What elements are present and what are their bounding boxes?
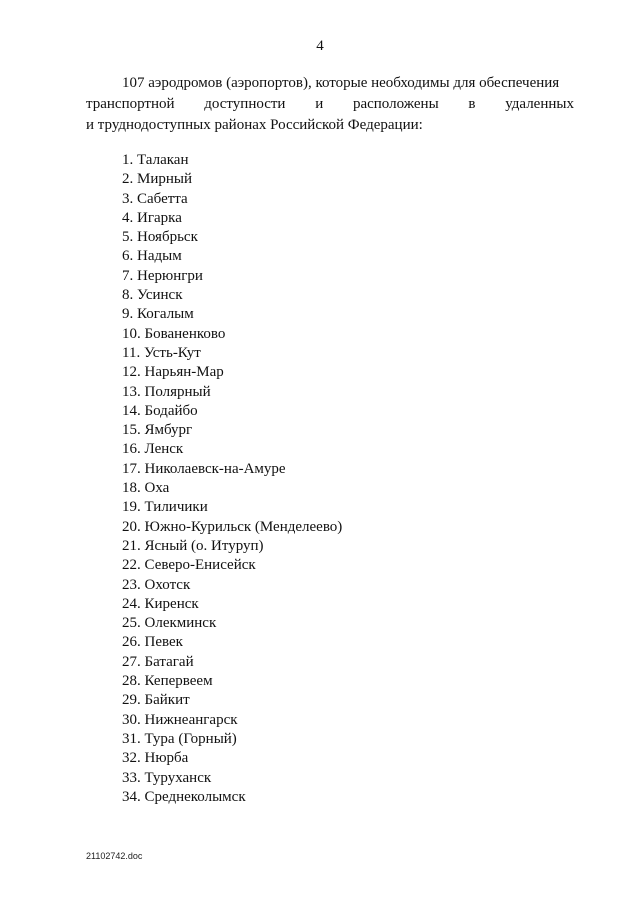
list-item: 31. Тура (Горный): [122, 730, 237, 747]
list-item: 28. Кепервеем: [122, 673, 213, 690]
list-item: 29. Байкит: [122, 692, 190, 709]
intro-line-2-word: в: [468, 96, 476, 112]
list-item: 30. Нижнеангарск: [122, 711, 238, 728]
list-item: 10. Бованенково: [122, 325, 226, 342]
list-item: 13. Полярный: [122, 383, 211, 400]
list-item: 25. Олекминск: [122, 615, 217, 632]
list-item: 12. Нарьян-Мар: [122, 364, 224, 381]
list-item: 26. Певек: [122, 634, 183, 651]
list-item: 33. Туруханск: [122, 769, 212, 786]
footer-doc-code: 21102742.doc: [86, 851, 143, 861]
intro-line-2-word: и: [315, 96, 324, 112]
intro-paragraph: [86, 73, 574, 136]
page-number: 4: [316, 38, 324, 54]
intro-line-2-word: удаленных: [505, 96, 574, 112]
list-item: 18. Оха: [122, 480, 170, 497]
list-item: 14. Бодайбо: [122, 402, 198, 419]
list-item: 3. Сабетта: [122, 190, 188, 207]
list-item: 2. Мирный: [122, 171, 192, 188]
list-item: 8. Усинск: [122, 287, 183, 304]
list-item: 23. Охотск: [122, 576, 191, 593]
list-item: 16. Ленск: [122, 441, 184, 458]
intro-line-2-word: расположены: [352, 96, 439, 112]
list-item: 7. Нерюнгри: [122, 267, 203, 284]
list-item: 6. Надым: [122, 248, 182, 265]
list-item: 11. Усть-Кут: [122, 344, 201, 361]
intro-line-3: и труднодоступных районах Российской Федерации:: [86, 117, 423, 133]
list-item: 20. Южно-Курильск (Менделеево): [122, 518, 343, 535]
list-item: 4. Игарка: [122, 209, 182, 226]
list-item: 5. Ноябрьск: [122, 229, 198, 246]
intro-line-2: [86, 94, 574, 115]
list-item: 32. Нюрба: [122, 750, 189, 767]
list-item: 22. Северо-Енисейск: [122, 557, 256, 574]
list-item: 15. Ямбург: [122, 422, 193, 439]
list-item: 1. Талакан: [122, 152, 189, 168]
list-item: 34. Среднеколымск: [122, 788, 246, 805]
intro-line-1: 107 аэродромов (аэропортов), которые необходимы для обеспечения: [122, 75, 560, 91]
list-item: 21. Ясный (о. Итуруп): [122, 537, 264, 554]
airport-list: [122, 151, 342, 807]
intro-line-2-word: транспортной: [86, 96, 175, 112]
list-item: 17. Николаевск-на-Амуре: [122, 460, 286, 477]
list-item: 19. Тиличики: [122, 499, 208, 516]
intro-line-2-word: доступности: [204, 96, 286, 112]
list-item: 27. Батагай: [122, 653, 194, 670]
list-item: 9. Когалым: [122, 306, 194, 323]
list-item: 24. Киренск: [122, 595, 199, 612]
